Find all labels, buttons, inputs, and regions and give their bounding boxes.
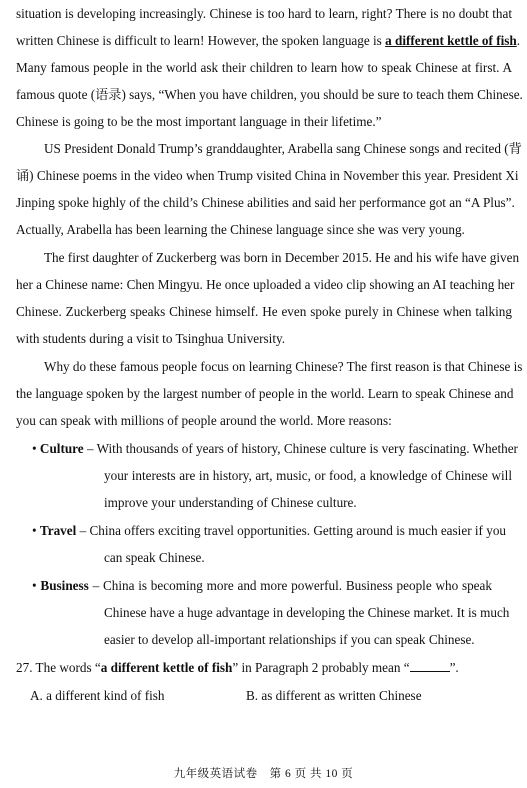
para3-line4: with students during a visit to Tsinghua University. bbox=[16, 331, 286, 346]
para1-line5: Chinese is going to be the most important language in their lifetime.” bbox=[16, 114, 382, 129]
bullet-culture-line2: your interests are in history, art, music, or food, a knowledge of Chinese will bbox=[104, 468, 512, 483]
bullet-culture-line3: improve your understanding of Chinese culture. bbox=[104, 495, 357, 510]
para4-line3: you can speak with millions of people around the world. More reasons: bbox=[16, 413, 392, 428]
para3-line1: The first daughter of Zuckerberg was born in December 2015. He and his wife have given bbox=[44, 250, 520, 265]
bullet-business-line3: easier to develop all-important relationships if you can speak Chinese. bbox=[104, 632, 475, 647]
para1-line1: situation is developing increasingly. Chinese is too hard to learn, right? There is no doubt that bbox=[16, 6, 512, 21]
para1-line3: Many famous people in the world ask their children to learn how to speak Chinese at first. A bbox=[16, 60, 512, 75]
bullet-dot: • bbox=[32, 578, 41, 593]
answer-blank[interactable] bbox=[410, 659, 450, 672]
para1-line2-text: written Chinese is difficult to learn! However, the spoken language is bbox=[16, 33, 386, 48]
bullet-business-line2: Chinese have a huge advantage in developing the Chinese market. It is much bbox=[104, 605, 510, 620]
para4-line1: Why do these famous people focus on learning Chinese? The first reason is that Chinese is bbox=[44, 359, 523, 374]
para2-line3: Jinping spoke highly of the child’s Chinese abilities and said her performance got an “A Plus”. bbox=[16, 195, 515, 210]
option-b[interactable]: B. as different as written Chinese bbox=[246, 688, 422, 703]
para4-line2: the language spoken by the largest number of people in the world. Learn to speak Chinese and bbox=[16, 386, 514, 401]
para3-line2: her a Chinese name: Chen Mingyu. He once uploaded a video clip showing an AI teaching her bbox=[16, 277, 515, 292]
bullet-travel-line2: can speak Chinese. bbox=[104, 550, 205, 565]
bullet-dot: • bbox=[32, 441, 40, 456]
question-suffix: ”. bbox=[449, 660, 459, 675]
question-phrase: a different kettle of fish bbox=[100, 660, 233, 675]
bullet-travel-text: – China offers exciting travel opportunities. Getting around is much easier if you bbox=[76, 523, 507, 538]
para2-line1: US President Donald Trump’s granddaughter, Arabella sang Chinese songs and recited (背 bbox=[44, 141, 522, 156]
bullet-culture-text: – With thousands of years of history, Chinese culture is very fascinating. Whether bbox=[83, 441, 518, 456]
para3-line3: Chinese. Zuckerberg speaks Chinese himself. He even spoke purely in Chinese when talking bbox=[16, 304, 512, 319]
para2-line4: Actually, Arabella has been learning the Chinese language since she was very young. bbox=[16, 222, 465, 237]
bullet-term-business: Business bbox=[40, 578, 89, 593]
bullet-term-travel: Travel bbox=[39, 523, 77, 538]
bullet-culture bbox=[32, 440, 518, 458]
question-mid: ” in Paragraph 2 probably mean “ bbox=[232, 660, 410, 675]
para1-line2 bbox=[16, 32, 521, 50]
question-27 bbox=[16, 659, 512, 677]
bullet-dot: • bbox=[32, 523, 40, 538]
key-phrase: a different kettle of fish bbox=[385, 33, 517, 48]
para1-line2-end: . bbox=[516, 33, 521, 48]
question-prefix: 27. The words “ bbox=[16, 660, 101, 675]
para2-line2: 诵) Chinese poems in the video when Trump visited China in November this year. President Xi bbox=[16, 168, 519, 183]
page-footer: 九年级英语试卷 第 6 页 共 10 页 bbox=[173, 768, 354, 780]
bullet-business bbox=[32, 577, 492, 595]
option-a[interactable]: A. a different kind of fish bbox=[30, 688, 165, 703]
bullet-term-culture: Culture bbox=[39, 441, 84, 456]
bullet-business-text: – China is becoming more and more powerful. Business people who speak bbox=[88, 578, 492, 593]
bullet-travel bbox=[32, 522, 507, 540]
para1-line4: famous quote (语录) says, “When you have children, you should be sure to teach them Chinese. bbox=[16, 87, 523, 102]
